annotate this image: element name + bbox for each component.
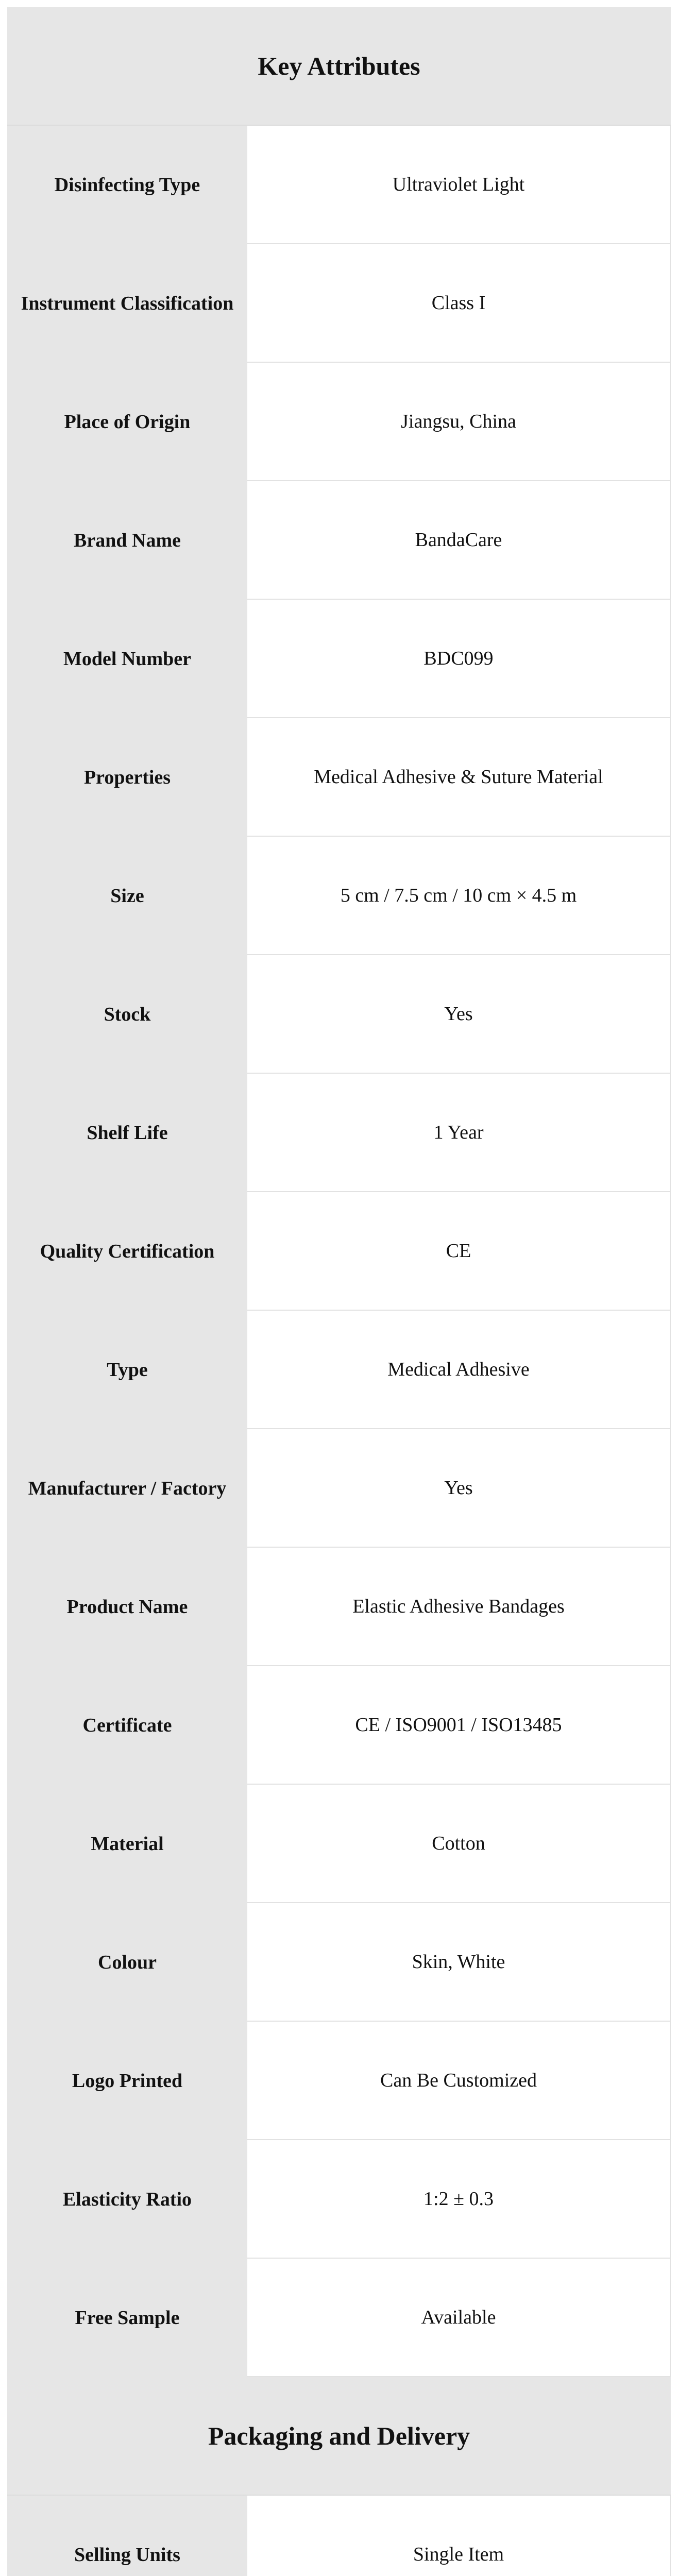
row-label: Brand Name bbox=[7, 481, 247, 600]
row-value: Can Be Customized bbox=[247, 2022, 671, 2140]
table-row-elasticity-ratio bbox=[7, 2140, 671, 2259]
row-value: Yes bbox=[247, 955, 671, 1074]
row-label: Logo Printed bbox=[7, 2022, 247, 2140]
row-label: Free Sample bbox=[7, 2259, 247, 2377]
row-label: Disinfecting Type bbox=[7, 126, 247, 244]
row-value: Class I bbox=[247, 244, 671, 363]
table-row-selling-units bbox=[7, 2496, 671, 2576]
table-row-place-of-origin bbox=[7, 363, 671, 481]
row-value: Ultraviolet Light bbox=[247, 126, 671, 244]
table-row-type bbox=[7, 1311, 671, 1429]
row-label: Elasticity Ratio bbox=[7, 2140, 247, 2259]
row-value: Skin, White bbox=[247, 1903, 671, 2022]
row-label: Properties bbox=[7, 718, 247, 837]
row-value: Available bbox=[247, 2259, 671, 2377]
row-label: Place of Origin bbox=[7, 363, 247, 481]
table-row-colour bbox=[7, 1903, 671, 2022]
table-row-brand-name bbox=[7, 481, 671, 600]
row-label: Model Number bbox=[7, 600, 247, 718]
attributes-table bbox=[7, 7, 671, 2576]
row-value: 1:2 ± 0.3 bbox=[247, 2140, 671, 2259]
row-value: Single Item bbox=[247, 2496, 671, 2576]
section-title-key-attributes: Key Attributes bbox=[7, 7, 671, 126]
table-row-manufacturer-factory bbox=[7, 1429, 671, 1548]
row-label: Size bbox=[7, 837, 247, 955]
row-label: Product Name bbox=[7, 1548, 247, 1666]
row-value: CE bbox=[247, 1192, 671, 1311]
row-value: 1 Year bbox=[247, 1074, 671, 1192]
table-row-properties bbox=[7, 718, 671, 837]
table-row-logo-printed bbox=[7, 2022, 671, 2140]
table-row-instrument-classification bbox=[7, 244, 671, 363]
row-value: BandaCare bbox=[247, 481, 671, 600]
table-row-material bbox=[7, 1785, 671, 1903]
row-value: BDC099 bbox=[247, 600, 671, 718]
row-value: CE / ISO9001 / ISO13485 bbox=[247, 1666, 671, 1785]
row-label: Colour bbox=[7, 1903, 247, 2022]
row-value: Elastic Adhesive Bandages bbox=[247, 1548, 671, 1666]
row-value: Cotton bbox=[247, 1785, 671, 1903]
row-label: Stock bbox=[7, 955, 247, 1074]
row-label: Material bbox=[7, 1785, 247, 1903]
row-value: Medical Adhesive bbox=[247, 1311, 671, 1429]
table-row-disinfecting-type bbox=[7, 126, 671, 244]
row-value: Yes bbox=[247, 1429, 671, 1548]
row-value: Medical Adhesive & Suture Material bbox=[247, 718, 671, 837]
row-label: Shelf Life bbox=[7, 1074, 247, 1192]
row-label: Instrument Classification bbox=[7, 244, 247, 363]
row-label: Selling Units bbox=[7, 2496, 247, 2576]
table-row-shelf-life bbox=[7, 1074, 671, 1192]
section-title-packaging-delivery: Packaging and Delivery bbox=[7, 2377, 671, 2496]
table-row-stock bbox=[7, 955, 671, 1074]
row-label: Manufacturer / Factory bbox=[7, 1429, 247, 1548]
row-value: Jiangsu, China bbox=[247, 363, 671, 481]
row-value: 5 cm / 7.5 cm / 10 cm × 4.5 m bbox=[247, 837, 671, 955]
table-row-model-number bbox=[7, 600, 671, 718]
table-row-free-sample bbox=[7, 2259, 671, 2377]
row-label: Type bbox=[7, 1311, 247, 1429]
row-label: Certificate bbox=[7, 1666, 247, 1785]
table-row-product-name bbox=[7, 1548, 671, 1666]
table-row-size bbox=[7, 837, 671, 955]
table-row-certificate bbox=[7, 1666, 671, 1785]
table-row-quality-certification bbox=[7, 1192, 671, 1311]
row-label: Quality Certification bbox=[7, 1192, 247, 1311]
